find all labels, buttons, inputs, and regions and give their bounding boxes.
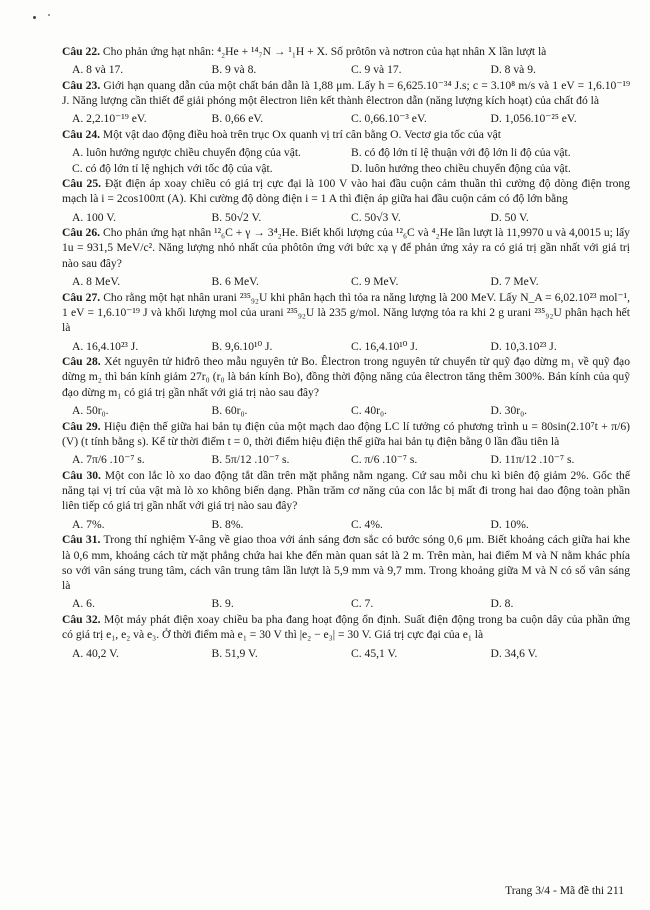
question-text: Trong thí nghiệm Y-âng về giao thoa với ánh sáng đơn sắc có bước sóng 0,6 μm. Biết khoảng cách giữa hai khe là 0,6 mm, khoảng cách từ mặt phẳng chứa hai khe đến màn quan sát là 2 m. Trên màn, hai điểm M và N nằm khác phía so với vân sáng trung tâm, cách vân trung tâm lần lượt là 5,9 mm và 9,7 mm. Trong khoảng giữa M và N có số vân sáng là <box>62 533 630 593</box>
option-d: D. 30r₀. <box>490 404 528 418</box>
question-number: Câu 32. <box>62 613 101 627</box>
options-22 <box>72 62 630 78</box>
question-28 <box>62 354 630 400</box>
option-a: A. 100 V. <box>72 210 117 224</box>
option-b: B. 9 và 8. <box>211 63 257 77</box>
question-text: Một vật dao động điều hoà trên trục Ox quanh vị trí cân bằng O. Vectơ gia tốc của vật <box>102 128 501 142</box>
question-number: Câu 26. <box>62 226 101 240</box>
question-30 <box>62 468 630 514</box>
question-text: Giới hạn quang dẫn của một chất bán dẫn là 1,88 μm. Lấy h = 6,625.10⁻³⁴ J.s; c = 3.10⁸ m/s và 1 eV = 1,6.10⁻¹⁹ J. Năng lượng cần thiết để giải phóng một êlectron liên kết thành êlectron dẫn (năng lượng kích hoạt) của chất đó là <box>62 78 630 108</box>
option-b: B. 50√2 V. <box>211 210 262 224</box>
question-number: Câu 25. <box>62 176 102 190</box>
options-32 <box>72 646 630 662</box>
option-d: D. 50 V. <box>490 210 529 224</box>
question-25 <box>62 176 630 207</box>
question-text: Hiệu điện thế giữa hai bản tụ điện của một mạch dao động LC lí tưởng có phương trình u = 80sin(2.10⁷t + π/6) (V) (t tính bằng s). Kể từ thời điểm t = 0, thời điểm hiệu điện thế giữa hai bản tụ điện bằng 0 lần đầu tiên là <box>62 419 631 448</box>
options-27 <box>72 339 630 355</box>
option-b: B. 0,66 eV. <box>211 112 264 126</box>
option-c: C. 4%. <box>351 517 383 531</box>
option-a: A. 8 và 17. <box>72 63 124 77</box>
question-text: Cho rằng một hạt nhân urani ²³⁵₉₂U khi phân hạch thì tỏa ra năng lượng là 200 MeV. Lấy N_A = 6,02.10²³ mol⁻¹, 1 eV = 1,6.10⁻¹⁹ J và khối lượng mol của urani ²³⁵₉₂U là 235 g/mol. Năng lượng tỏa ra khi 2 g urani ²³⁵₉₂U phân hạch hết là <box>62 290 630 335</box>
question-text: Một máy phát điện xoay chiều ba pha đang hoạt động ổn định. Suất điện động trong ba cuộn dây của phần ứng có giá trị e₁, e₂ và e₃. Ở thời điểm mà e₁ = 30 V thì |e₂ − e₃| = 30 V. Giá trị cực đại của e₁ là <box>62 613 631 642</box>
question-text: Xét nguyên tử hiđrô theo mẫu nguyên tử Bo. Êlectron trong nguyên tử chuyển từ quỹ đạo dừng m₁ về quỹ đạo dừng m₂ thì bán kính giảm 27r₀ (r₀ là bán kính Bo), đồng thời động năng của êlectron tăng thêm 300%. Bán kính của quỹ đạo dừng m₁ có giá trị gần nhất với giá trị nào sau đây? <box>62 355 631 399</box>
question-text: Một con lắc lò xo dao động tắt dần trên mặt phẳng nằm ngang. Cứ sau mỗi chu kì biên độ giảm 2%. Gốc thế năng tại vị trí của vật mà lò xo không biến dạng. Phần trăm cơ năng của con lắc bị mất đi trong hai dao động toàn phần liên tiếp có giá trị gần nhất với giá trị nào sau đây? <box>62 468 631 513</box>
option-c: C. π/6 .10⁻⁷ s. <box>351 453 418 467</box>
option-b: B. 5π/12 .10⁻⁷ s. <box>211 453 290 467</box>
scan-speck <box>33 16 36 19</box>
option-a: A. 8 MeV. <box>72 275 121 289</box>
option-d: D. 8 và 9. <box>490 63 536 77</box>
options-29 <box>72 452 630 468</box>
question-text: Cho phản ứng hạt nhân ¹²₆C + γ → 3⁴₂He. Biết khối lượng của ¹²₆C và ⁴₂He lần lượt là 11,9970 u và 4,0015 u; lấy 1u = 931,5 MeV/c². Năng lượng nhỏ nhất của phôtôn ứng với bức xạ γ để phản ứng xảy ra có giá trị gần nhất với giá trị nào sau đây? <box>62 226 630 270</box>
question-27 <box>62 290 630 336</box>
option-c: C. 50√3 V. <box>351 210 401 224</box>
option-d: D. 8. <box>490 597 514 611</box>
option-d: D. 11π/12 .10⁻⁷ s. <box>490 453 575 467</box>
option-b: B. 9. <box>211 597 234 611</box>
option-a: A. 7%. <box>72 517 105 531</box>
question-number: Câu 30. <box>62 468 101 482</box>
page-footer: Trang 3/4 - Mã đề thi 211 <box>505 884 624 897</box>
question-23 <box>62 78 630 109</box>
option-c: C. 45,1 V. <box>351 646 398 660</box>
option-c: C. 7. <box>351 597 374 611</box>
option-b: B. 51,9 V. <box>211 646 258 660</box>
question-number: Câu 28. <box>62 355 101 369</box>
option-b: B. 6 MeV. <box>211 275 259 289</box>
question-text: Đặt điện áp xoay chiều có giá trị cực đại là 100 V vào hai đầu cuộn cảm thuần thì cường độ dòng điện trong mạch là i = 2cos100πt (A). Khi cường độ dòng điện i = 1 A thì điện áp giữa hai đầu cuộn cảm có độ lớn bằng <box>62 176 630 206</box>
option-c: C. 9 MeV. <box>351 275 399 289</box>
question-29 <box>62 419 630 450</box>
option-b: B. 8%. <box>211 517 244 531</box>
question-number: Câu 31. <box>62 533 101 547</box>
question-31 <box>62 532 630 593</box>
question-22 <box>62 44 630 59</box>
exam-page <box>62 44 630 661</box>
question-32 <box>62 612 630 643</box>
option-b: B. 9,6.10¹⁰ J. <box>211 339 273 353</box>
question-number: Câu 27. <box>62 290 101 304</box>
option-c: C. 0,66.10⁻³ eV. <box>351 112 427 126</box>
question-number: Câu 22. <box>62 45 101 58</box>
option-d: D. 10%. <box>490 517 529 531</box>
question-number: Câu 23. <box>62 78 101 92</box>
question-number: Câu 29. <box>62 419 101 433</box>
option-a: A. 40,2 V. <box>72 646 119 660</box>
option-d: D. 10,3.10²³ J. <box>490 339 557 353</box>
question-text: Cho phản ứng hạt nhân: ⁴₂He + ¹⁴₇N → ¹₁H + X. Số prôtôn và nơtron của hạt nhân X lần lượt là <box>102 45 547 58</box>
option-a: A. 50r₀. <box>72 404 109 418</box>
option-b: B. có độ lớn tỉ lệ thuận với độ lớn li độ của vật. <box>351 146 571 160</box>
option-a: A. 16,4.10²³ J. <box>72 339 139 353</box>
option-c: C. có độ lớn tỉ lệ nghịch với tốc độ của vật. <box>72 161 273 175</box>
option-d: D. 1,056.10⁻²⁵ eV. <box>490 112 577 126</box>
options-24 <box>72 145 630 176</box>
options-26 <box>72 274 630 290</box>
options-28 <box>72 403 630 419</box>
options-31 <box>72 596 630 612</box>
option-a: A. 2,2.10⁻¹⁹ eV. <box>72 112 147 126</box>
option-d: D. 7 MeV. <box>490 275 539 289</box>
option-a: A. 6. <box>72 597 95 611</box>
option-c: C. 16,4.10¹⁰ J. <box>351 339 418 353</box>
option-c: C. 9 và 17. <box>351 63 402 77</box>
scan-speck <box>48 14 50 16</box>
question-number: Câu 24. <box>62 128 101 142</box>
option-b: B. 60r₀. <box>211 404 248 418</box>
options-23 <box>72 111 630 127</box>
question-24 <box>62 127 630 142</box>
option-a: A. luôn hướng ngược chiều chuyển động của vật. <box>72 146 301 160</box>
question-26 <box>62 225 630 271</box>
options-25 <box>72 210 630 226</box>
option-d: D. luôn hướng theo chiều chuyển động của vật. <box>351 161 571 175</box>
options-30 <box>72 517 630 533</box>
option-d: D. 34,6 V. <box>490 646 538 660</box>
option-c: C. 40r₀. <box>351 404 387 418</box>
option-a: A. 7π/6 .10⁻⁷ s. <box>72 453 145 467</box>
